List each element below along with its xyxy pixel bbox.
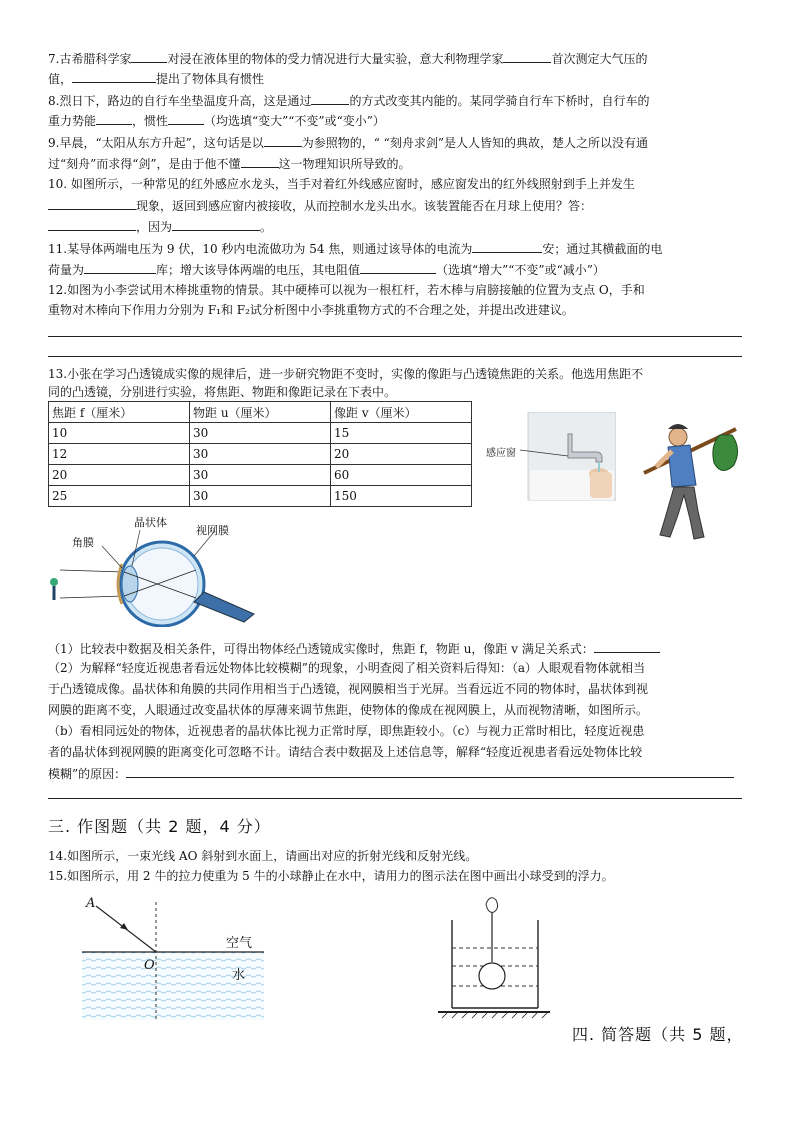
light-ray-diagram xyxy=(76,892,266,1024)
q10-blank-1[interactable] xyxy=(48,197,136,210)
table-header: 物距 u（厘米） xyxy=(190,402,331,423)
q15-text: 15.如图所示，用 2 牛的拉力使重为 5 牛的小球静止在水中，请用力的图示法在图中画出小球受到的浮力。 xyxy=(48,869,614,883)
q13-line1: 13.小张在学习凸透镜成实像的规律后，进一步研究物距不变时，实像的像距与凸透镜焦距的关系。他选用焦距不 xyxy=(48,367,644,381)
table-cell: 30 xyxy=(190,465,331,486)
table-header: 焦距 f（厘米） xyxy=(49,402,190,423)
cornea-label: 角膜 xyxy=(72,536,94,549)
q13-2-line5: 者的晶状体到视网膜的距离变化可忽略不计。请结合表中数据及上述信息等，解释“轻度近视患者看远处物体比较 xyxy=(48,745,643,759)
refraction-figure xyxy=(76,892,266,1024)
q14-text: 14.如图所示，一束光线 AO 斜射到水面上，请画出对应的折射光线和反射光线。 xyxy=(48,849,478,863)
section-title: 三. 作图题（共 2 题，4 分） xyxy=(48,817,271,836)
q13-1-blank[interactable] xyxy=(594,640,660,653)
table-cell: 30 xyxy=(190,444,331,465)
section-title-4: 四. 简答题（共 5 题， xyxy=(572,1025,744,1044)
q13-2-answer-line[interactable] xyxy=(48,798,742,799)
q9-line1: 9.早晨，“太阳从东方升起”，这句话是以 为参照物的，“ “刻舟求剑”是人人皆知的典故，楚人之所以没有通 xyxy=(48,136,648,150)
q9-blank-2[interactable] xyxy=(241,155,279,168)
q10-line3: ，因为 。 xyxy=(48,218,748,235)
q9-line2: 过“刻舟”而求得“剑”，是由于他不懂 这一物理知识所导致的。 xyxy=(48,157,411,171)
table-row xyxy=(49,444,472,465)
ball-in-water-diagram xyxy=(434,890,554,1020)
retina-label: 视网膜 xyxy=(196,524,229,537)
q12-line1: 12.如图为小李尝试用木棒挑重物的情景。其中硬棒可以视为一根杠杆，若木棒与肩膀接触的位置为支点 O，手和 xyxy=(48,283,645,297)
q11-line1: 11.某导体两端电压为 9 伏，10 秒内电流做功为 54 焦，则通过该导体的电流为 安；通过其横截面的电 xyxy=(48,242,663,256)
q13-2-line4: （b）看相同远处的物体，近视患者的晶状体比视力正常时厚，即焦距较小。（c）与视力正常时相比，轻度近视患 xyxy=(48,724,645,738)
table-cell: 12 xyxy=(49,444,190,465)
q8-line1: 8.烈日下，路边的自行车坐垫温度升高，这是通过 的方式改变其内能的。某同学骑自行车下桥时，自行车的 xyxy=(48,94,650,108)
q7-line2: 值， 提出了物体具有惯性 xyxy=(48,72,265,86)
table-row xyxy=(49,486,472,507)
table-cell: 20 xyxy=(331,444,472,465)
table-cell: 30 xyxy=(190,486,331,507)
buoyancy-figure xyxy=(434,890,554,1020)
table-cell: 150 xyxy=(331,486,472,507)
q11-line2: 荷量为 库；增大该导体两端的电压，其电阻值 （选填“增大”“不变”或“减小”） xyxy=(48,263,605,277)
table-cell: 60 xyxy=(331,465,472,486)
q7-blank-1[interactable] xyxy=(131,50,167,63)
q13-1-line: （1）比较表中数据及相关条件，可得出物体经凸透镜成实像时，焦距 f，物距 u，像距 v 满足关系式： xyxy=(48,640,748,657)
q13-2-line3: 网膜的距离不变，人眼通过改变晶状体的厚薄来调节焦距，使物体的像成在视网膜上，从而视物清晰，如图所示。 xyxy=(48,703,649,717)
lens-label: 晶状体 xyxy=(134,516,167,529)
q11-blank-1[interactable] xyxy=(472,240,542,253)
table-row xyxy=(49,465,472,486)
table-cell: 10 xyxy=(49,423,190,444)
ray-label-o: O xyxy=(144,958,155,973)
ray-label-a: A xyxy=(86,896,96,911)
lens-data-table xyxy=(48,401,472,507)
q11-blank-3[interactable] xyxy=(360,261,436,274)
q8-blank-2[interactable] xyxy=(96,112,132,125)
table-cell: 25 xyxy=(49,486,190,507)
q7-blank-2[interactable] xyxy=(503,50,551,63)
person-carrying-illustration xyxy=(638,415,748,545)
q8-blank-3[interactable] xyxy=(168,112,204,125)
q10-blank-2[interactable] xyxy=(48,218,136,231)
q8-line2: 重力势能 ，惯性 （均选填“变大”“不变”或“变小”） xyxy=(48,114,385,128)
q7-blank-3[interactable] xyxy=(72,70,156,83)
q13-2-line1: （2）为解释“轻度近视患者看远处物体比较模糊”的现象，小明查阅了相关资料后得知：（a）人眼观看物体就相当 xyxy=(48,661,646,675)
table-cell: 30 xyxy=(190,423,331,444)
q11-blank-2[interactable] xyxy=(84,261,156,274)
table-cell: 20 xyxy=(49,465,190,486)
faucet-figure xyxy=(486,412,616,502)
q10-line2: 现象，返回到感应窗内被接收，从而控制水龙头出水。该装置能否在月球上使用？答： xyxy=(48,197,748,214)
q12-answer-line-2[interactable] xyxy=(48,356,742,357)
air-label: 空气 xyxy=(226,936,253,951)
q13-2-blank-1[interactable] xyxy=(126,765,734,778)
q13-2-line6: 模糊”的原因： xyxy=(48,765,748,782)
table-header-row xyxy=(49,402,472,423)
eye-figure xyxy=(44,512,284,627)
q9-blank-1[interactable] xyxy=(264,134,302,147)
q7-line1: 7.古希腊科学家 对浸在液体里的物体的受力情况进行大量实验，意大利物理学家 首次测定大气压的 xyxy=(48,52,648,66)
q12-answer-line-1[interactable] xyxy=(48,336,742,337)
stick-carry-figure xyxy=(638,415,748,545)
q12-line2: 重物对木棒向下作用力分别为 F₁和 F₂试分析图中小李挑重物方式的不合理之处，并提出改进建议。 xyxy=(48,303,574,317)
q13-line2: 同的凸透镜，分别进行实验，将焦距、物距和像距记录在下表中。 xyxy=(48,385,397,399)
water-label: 水 xyxy=(232,968,246,983)
table-header: 像距 v（厘米） xyxy=(331,402,472,423)
q13-2-line2: 于凸透镜成像。晶状体和角膜的共同作用相当于凸透镜，视网膜相当于光屏。当看远近不同的物体时，晶状体到视 xyxy=(48,682,649,696)
q10-line1: 10. 如图所示，一种常见的红外感应水龙头，当手对着红外线感应窗时，感应窗发出的红外线照射到手上并发生 xyxy=(48,177,635,191)
q8-blank-1[interactable] xyxy=(311,92,349,105)
table-row xyxy=(49,423,472,444)
table-cell: 15 xyxy=(331,423,472,444)
faucet-window-label: 感应窗 xyxy=(486,448,516,459)
q10-blank-3[interactable] xyxy=(172,218,260,231)
